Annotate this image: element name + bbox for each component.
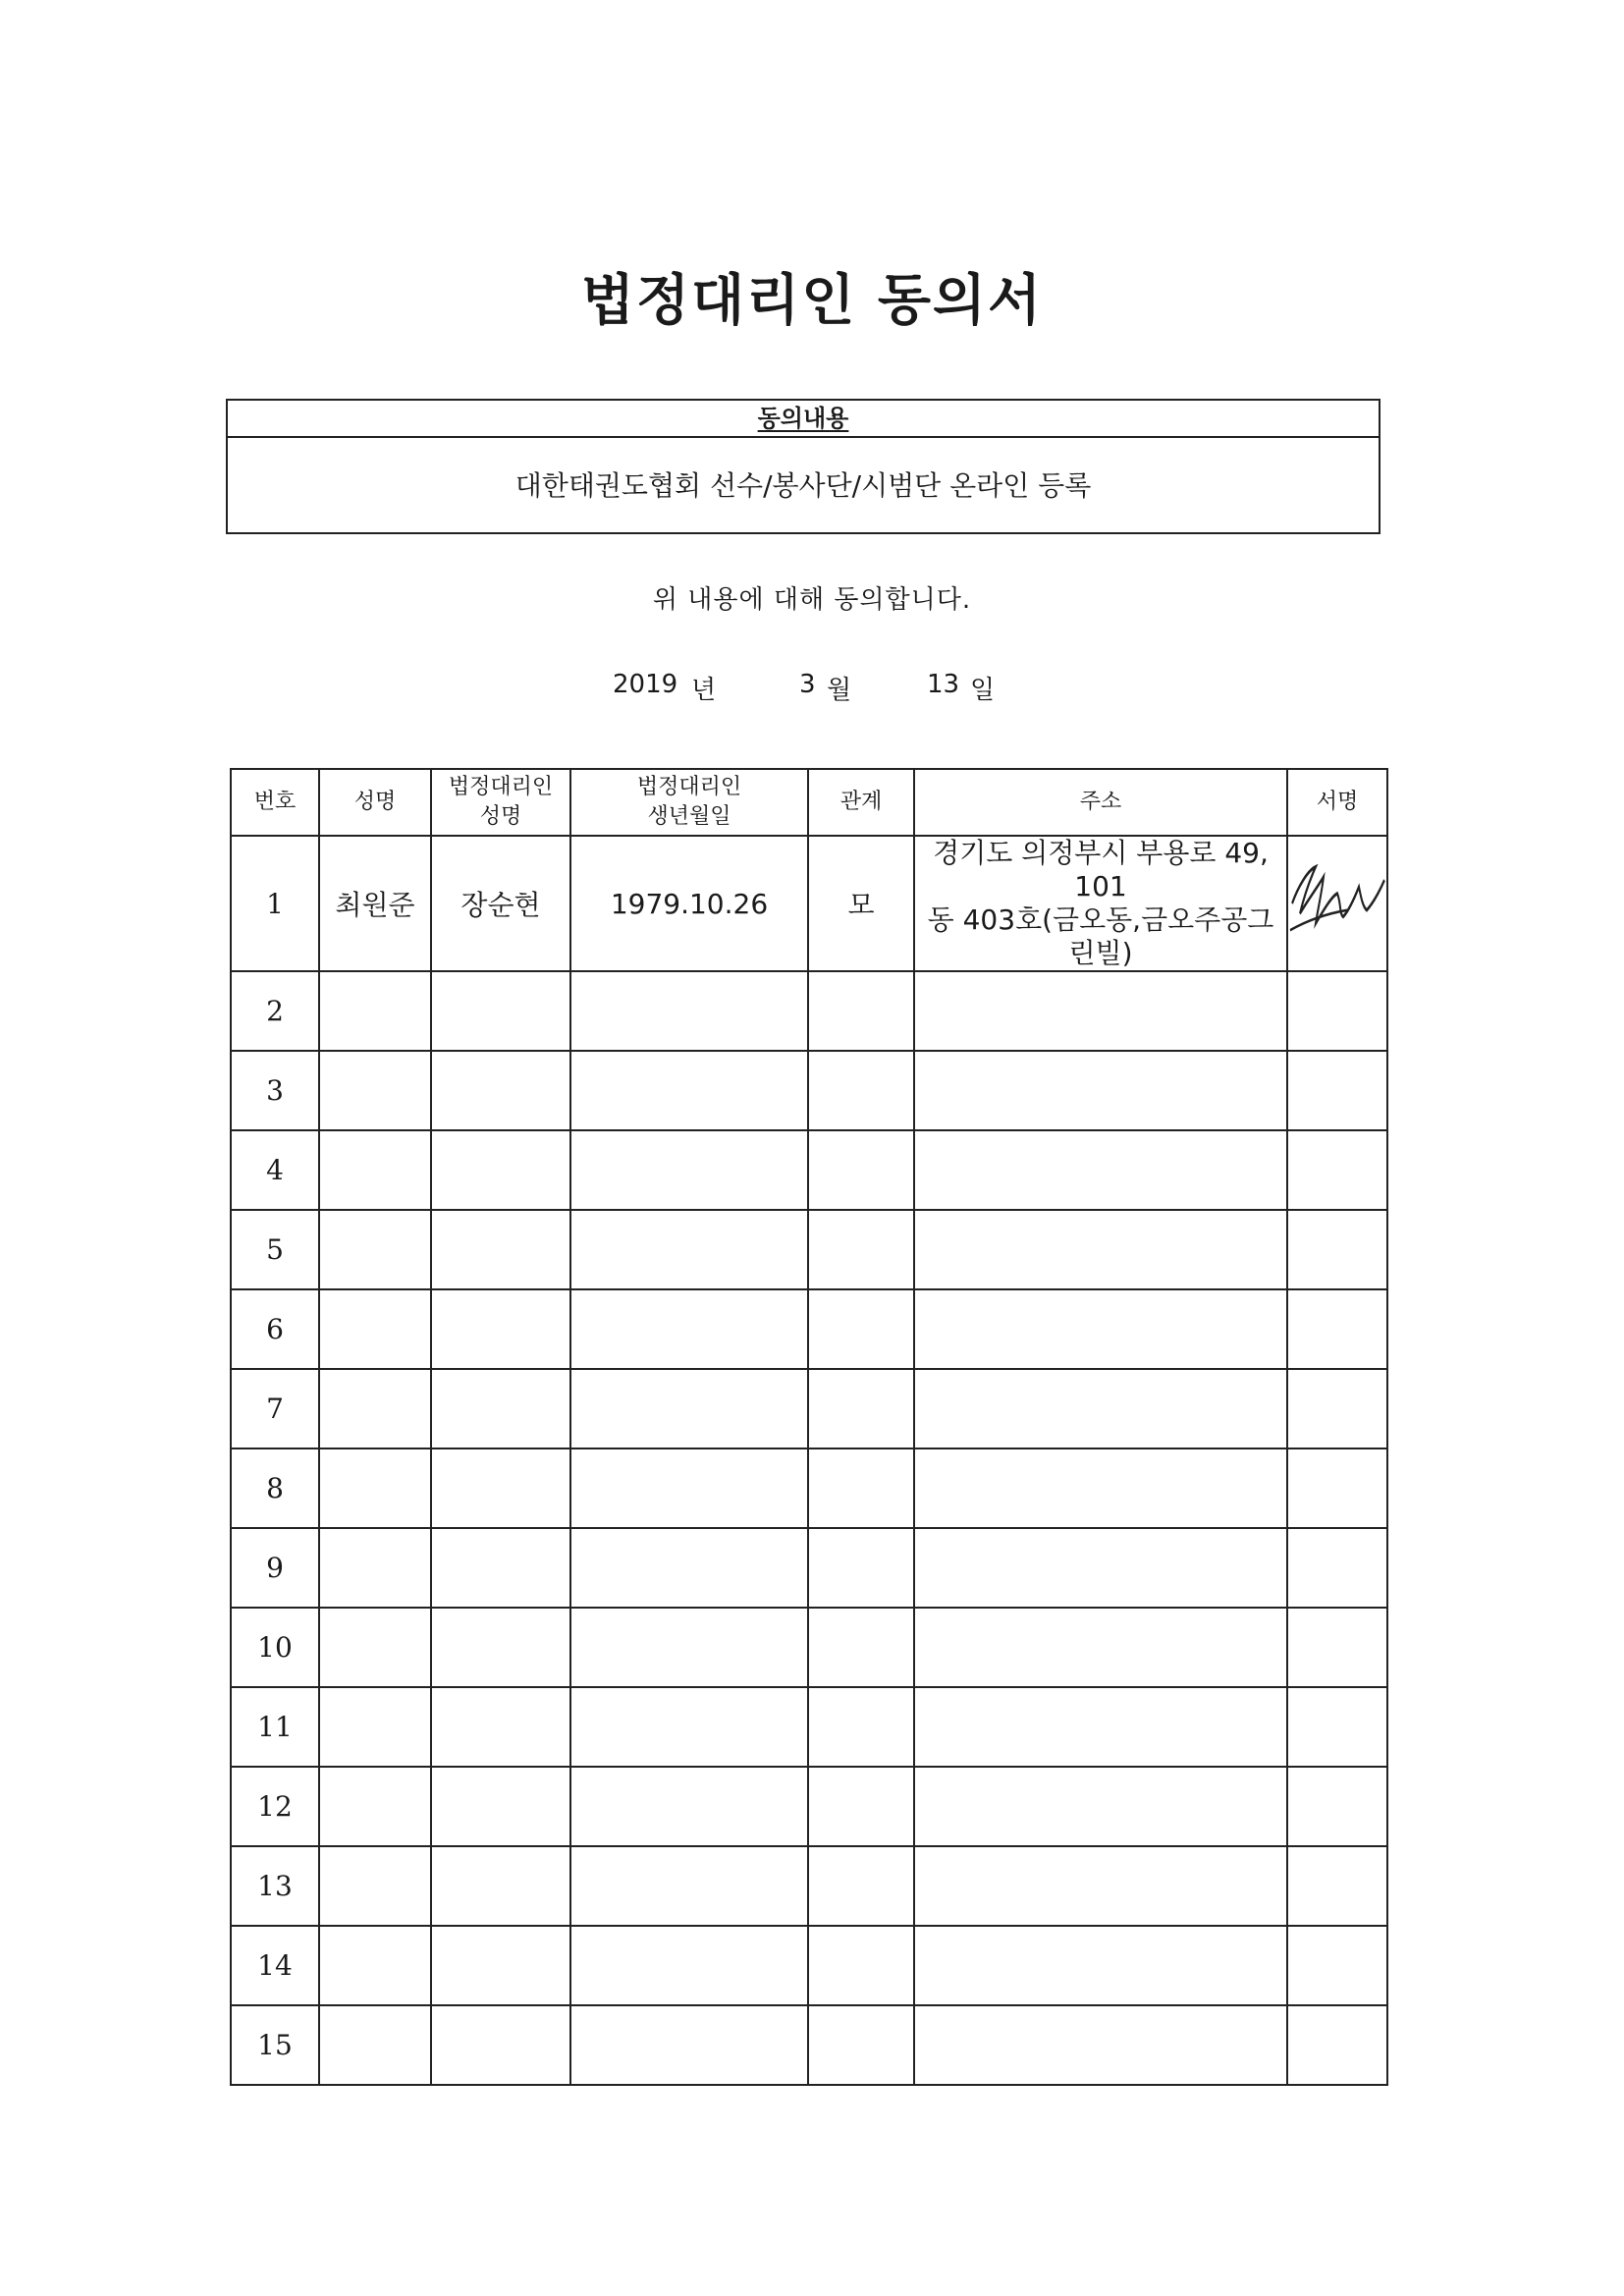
row-relation	[808, 2005, 914, 2085]
row-guardian-name	[431, 1210, 570, 1289]
table-row	[231, 1687, 1387, 1767]
row-guardian-birth: 1979.10.26	[570, 836, 808, 971]
table-row	[231, 1369, 1387, 1449]
header-signature: 서명	[1287, 769, 1387, 836]
row-number: 6	[231, 1289, 319, 1369]
date-year: 2019	[613, 670, 678, 699]
row-name	[319, 1210, 431, 1289]
row-name	[319, 1687, 431, 1767]
row-relation	[808, 1528, 914, 1608]
row-number: 10	[231, 1608, 319, 1687]
row-guardian-birth	[570, 1608, 808, 1687]
row-relation	[808, 1687, 914, 1767]
row-signature	[1287, 1051, 1387, 1130]
row-guardian-birth	[570, 1926, 808, 2005]
table-row	[231, 1051, 1387, 1130]
table-row	[231, 1210, 1387, 1289]
row-address	[914, 1687, 1287, 1767]
row-name	[319, 1051, 431, 1130]
row-signature	[1287, 1528, 1387, 1608]
row-guardian-name	[431, 2005, 570, 2085]
row-guardian-birth	[570, 2005, 808, 2085]
header-number: 번호	[231, 769, 319, 836]
header-guardian-birth-line1: 법정대리인	[636, 775, 742, 799]
row-guardian-name	[431, 1926, 570, 2005]
row-relation	[808, 971, 914, 1051]
date-day-label: 일	[970, 676, 996, 705]
header-guardian-birth-line2: 생년월일	[647, 804, 731, 829]
row-address	[914, 1926, 1287, 2005]
row-address	[914, 1051, 1287, 1130]
row-guardian-birth	[570, 1210, 808, 1289]
row-name	[319, 1130, 431, 1210]
row-guardian-birth	[570, 1449, 808, 1528]
row-address	[914, 836, 1287, 971]
table-row	[231, 1926, 1387, 2005]
row-number: 2	[231, 971, 319, 1051]
row-guardian-name	[431, 1767, 570, 1846]
row-name	[319, 2005, 431, 2085]
row-guardian-name	[431, 1449, 570, 1528]
row-guardian-name	[431, 1289, 570, 1369]
row-address	[914, 1130, 1287, 1210]
table-row	[231, 836, 1387, 971]
row-signature	[1287, 2005, 1387, 2085]
row-signature	[1287, 836, 1387, 971]
row-guardian-birth	[570, 971, 808, 1051]
row-signature	[1287, 1926, 1387, 2005]
row-address-line1: 경기도 의정부시 부용로 49, 101	[933, 837, 1269, 902]
row-relation: 모	[808, 836, 914, 971]
row-signature	[1287, 971, 1387, 1051]
row-number: 11	[231, 1687, 319, 1767]
row-relation	[808, 1926, 914, 2005]
row-relation	[808, 1289, 914, 1369]
consent-box	[226, 399, 1380, 534]
row-guardian-birth	[570, 1846, 808, 1926]
agreement-statement: 위 내용에 대해 동의합니다.	[652, 585, 972, 615]
table-row	[231, 1130, 1387, 1210]
row-name	[319, 1369, 431, 1449]
row-guardian-birth	[570, 1369, 808, 1449]
header-guardian-name-line2: 성명	[479, 804, 522, 829]
row-signature	[1287, 1289, 1387, 1369]
guardian-consent-table	[230, 768, 1388, 2086]
header-address: 주소	[914, 769, 1287, 836]
date-year-label: 년	[691, 676, 717, 705]
row-address	[914, 1210, 1287, 1289]
row-relation	[808, 1369, 914, 1449]
row-name: 최원준	[319, 836, 431, 971]
handwritten-signature-icon	[1288, 837, 1386, 970]
row-guardian-name	[431, 1608, 570, 1687]
date-month: 3	[799, 670, 816, 699]
row-name	[319, 1846, 431, 1926]
row-guardian-name	[431, 1369, 570, 1449]
row-name	[319, 1608, 431, 1687]
row-relation	[808, 1846, 914, 1926]
row-name	[319, 1289, 431, 1369]
document-title: 법정대리인 동의서	[580, 269, 1044, 333]
row-address	[914, 1449, 1287, 1528]
row-number: 8	[231, 1449, 319, 1528]
row-number: 12	[231, 1767, 319, 1846]
row-signature	[1287, 1130, 1387, 1210]
row-name	[319, 1528, 431, 1608]
row-relation	[808, 1449, 914, 1528]
row-signature	[1287, 1369, 1387, 1449]
row-number: 4	[231, 1130, 319, 1210]
row-guardian-name: 장순현	[431, 836, 570, 971]
table-row	[231, 1767, 1387, 1846]
consent-header	[228, 401, 1379, 438]
row-guardian-birth	[570, 1767, 808, 1846]
row-signature	[1287, 1767, 1387, 1846]
row-address-line2: 동 403호(금오동,금오주공그린빌)	[927, 903, 1274, 969]
row-guardian-name	[431, 1687, 570, 1767]
table-row	[231, 1528, 1387, 1608]
date-month-label: 월	[827, 676, 852, 705]
row-address	[914, 1767, 1287, 1846]
row-address	[914, 1846, 1287, 1926]
row-signature	[1287, 1846, 1387, 1926]
row-number: 3	[231, 1051, 319, 1130]
row-address	[914, 1369, 1287, 1449]
table-row	[231, 971, 1387, 1051]
row-name	[319, 1926, 431, 2005]
row-number: 14	[231, 1926, 319, 2005]
row-number: 1	[231, 836, 319, 971]
row-guardian-birth	[570, 1687, 808, 1767]
row-name	[319, 1449, 431, 1528]
row-relation	[808, 1051, 914, 1130]
table-header-row	[231, 769, 1387, 836]
row-relation	[808, 1130, 914, 1210]
row-guardian-name	[431, 971, 570, 1051]
header-relation: 관계	[808, 769, 914, 836]
row-guardian-birth	[570, 1130, 808, 1210]
row-signature	[1287, 1449, 1387, 1528]
row-relation	[808, 1210, 914, 1289]
row-number: 5	[231, 1210, 319, 1289]
row-guardian-birth	[570, 1289, 808, 1369]
row-guardian-name	[431, 1528, 570, 1608]
table-row	[231, 1289, 1387, 1369]
row-number: 15	[231, 2005, 319, 2085]
row-address	[914, 971, 1287, 1051]
header-guardian-name	[431, 769, 570, 836]
row-guardian-name	[431, 1846, 570, 1926]
consent-header-label: 동의내용	[757, 405, 849, 432]
consent-content: 대한태권도협회 선수/봉사단/시범단 온라인 등록	[514, 469, 1092, 502]
row-relation	[808, 1608, 914, 1687]
row-address	[914, 1528, 1287, 1608]
row-guardian-name	[431, 1051, 570, 1130]
row-number: 13	[231, 1846, 319, 1926]
row-guardian-birth	[570, 1051, 808, 1130]
row-guardian-name	[431, 1130, 570, 1210]
row-relation	[808, 1767, 914, 1846]
table-row	[231, 2005, 1387, 2085]
table-row	[231, 1846, 1387, 1926]
table-row	[231, 1608, 1387, 1687]
row-signature	[1287, 1608, 1387, 1687]
row-number: 9	[231, 1528, 319, 1608]
table-row	[231, 1449, 1387, 1528]
row-signature	[1287, 1687, 1387, 1767]
row-address	[914, 2005, 1287, 2085]
row-number: 7	[231, 1369, 319, 1449]
row-name	[319, 1767, 431, 1846]
date-day: 13	[927, 670, 960, 699]
row-name	[319, 971, 431, 1051]
row-guardian-birth	[570, 1528, 808, 1608]
row-address	[914, 1608, 1287, 1687]
row-address	[914, 1289, 1287, 1369]
header-guardian-birth	[570, 769, 808, 836]
row-signature	[1287, 1210, 1387, 1289]
header-name: 성명	[319, 769, 431, 836]
header-guardian-name-line1: 법정대리인	[448, 775, 554, 799]
